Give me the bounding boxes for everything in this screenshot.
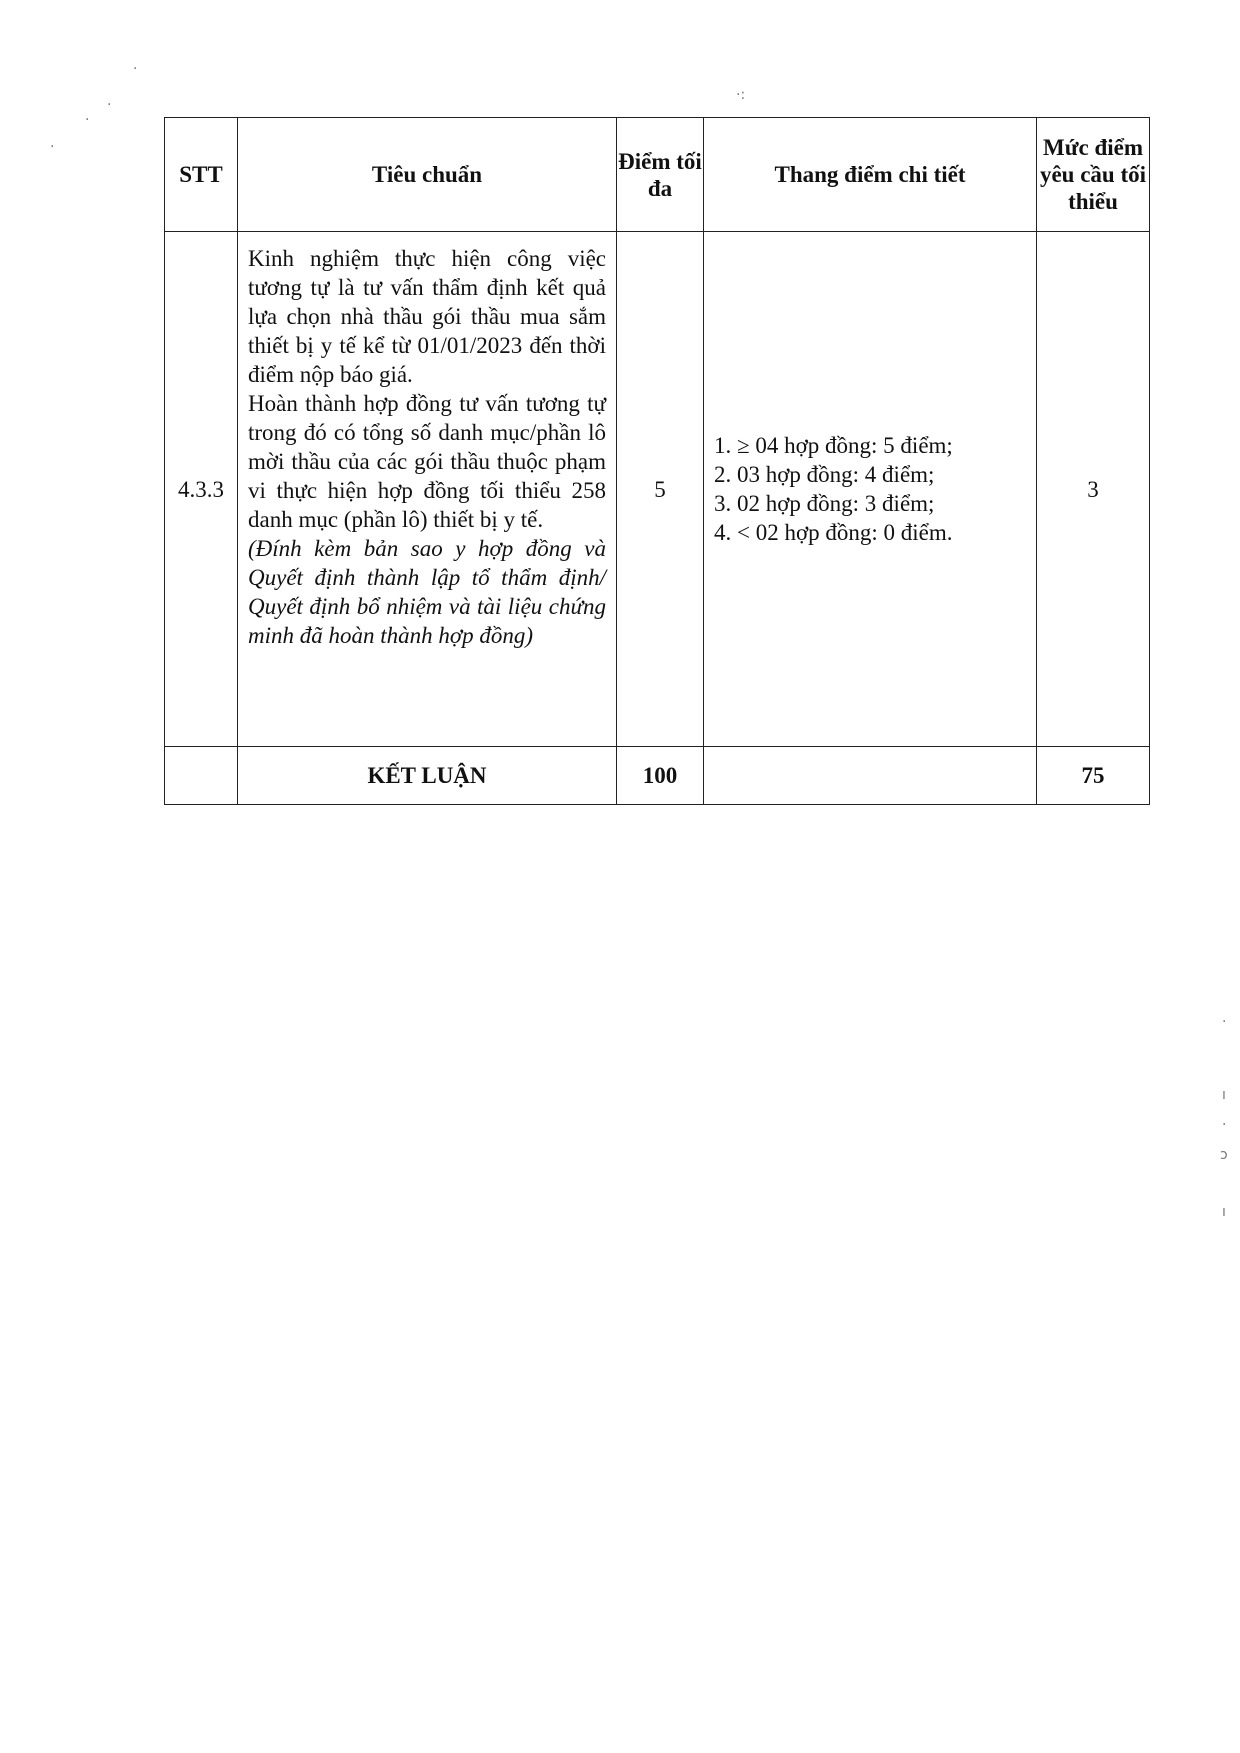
- total-min-required: 75: [1037, 747, 1150, 805]
- detail-item: 2. 03 hợp đồng: 4 điểm;: [714, 462, 935, 487]
- scan-speck: ı: [1222, 1204, 1226, 1220]
- scan-speck: ɔ: [1220, 1147, 1228, 1163]
- scan-speck: ·: [133, 61, 138, 77]
- header-standard: Tiêu chuẩn: [238, 118, 617, 232]
- row-standard: [238, 232, 617, 747]
- standard-paragraph-1: Kinh nghiệm thực hiện công việc tương tự là tư vấn thẩm định kết quả lựa chọn nhà thầu gói thầu mua sắm thiết bị y tế kể từ 01/01/2023 đến thời điểm nộp báo giá.: [248, 246, 606, 387]
- row-detail: [704, 232, 1037, 747]
- row-min-required: 3: [1037, 232, 1150, 747]
- header-stt: STT: [165, 118, 238, 232]
- table-header-row: [165, 118, 1150, 232]
- detail-item: 4. < 02 hợp đồng: 0 điểm.: [714, 520, 953, 545]
- detail-item: 3. 02 hợp đồng: 3 điểm;: [714, 491, 935, 516]
- total-row: [165, 747, 1150, 805]
- total-max-score: 100: [617, 747, 704, 805]
- scan-speck: ·: [107, 97, 112, 113]
- scan-speck: ı: [1222, 1087, 1226, 1103]
- table-row: [165, 232, 1150, 747]
- header-max-score: Điểm tối đa: [617, 118, 704, 232]
- scan-speck: ·: [50, 139, 55, 155]
- criteria-table: [164, 117, 1150, 805]
- header-min-required: Mức điểm yêu cầu tối thiểu: [1037, 118, 1150, 232]
- scan-speck: ·: [1222, 1117, 1227, 1133]
- total-label: KẾT LUẬN: [238, 747, 617, 805]
- total-detail-empty: [704, 747, 1037, 805]
- row-max-score: 5: [617, 232, 704, 747]
- standard-note: (Đính kèm bản sao y hợp đồng và Quyết định thành lập tổ thẩm định/ Quyết định bổ nhiệm và tài liệu chứng minh đã hoàn thành hợp đồng): [248, 536, 606, 648]
- detail-item: 1. ≥ 04 hợp đồng: 5 điểm;: [714, 433, 953, 458]
- standard-paragraph-2: Hoàn thành hợp đồng tư vấn tương tự trong đó có tổng số danh mục/phần lô mời thầu của các gói thầu thuộc phạm vi thực hiện hợp đồng tối thiểu 258 danh mục (phần lô) thiết bị y tế.: [248, 391, 606, 532]
- scan-speck: ·:: [736, 87, 746, 103]
- header-detail: Thang điểm chi tiết: [704, 118, 1037, 232]
- scan-speck: ·: [85, 112, 90, 128]
- row-stt: 4.3.3: [165, 232, 238, 747]
- detail-list: [714, 431, 1026, 547]
- total-stt-empty: [165, 747, 238, 805]
- scan-speck: ·: [1222, 1014, 1227, 1030]
